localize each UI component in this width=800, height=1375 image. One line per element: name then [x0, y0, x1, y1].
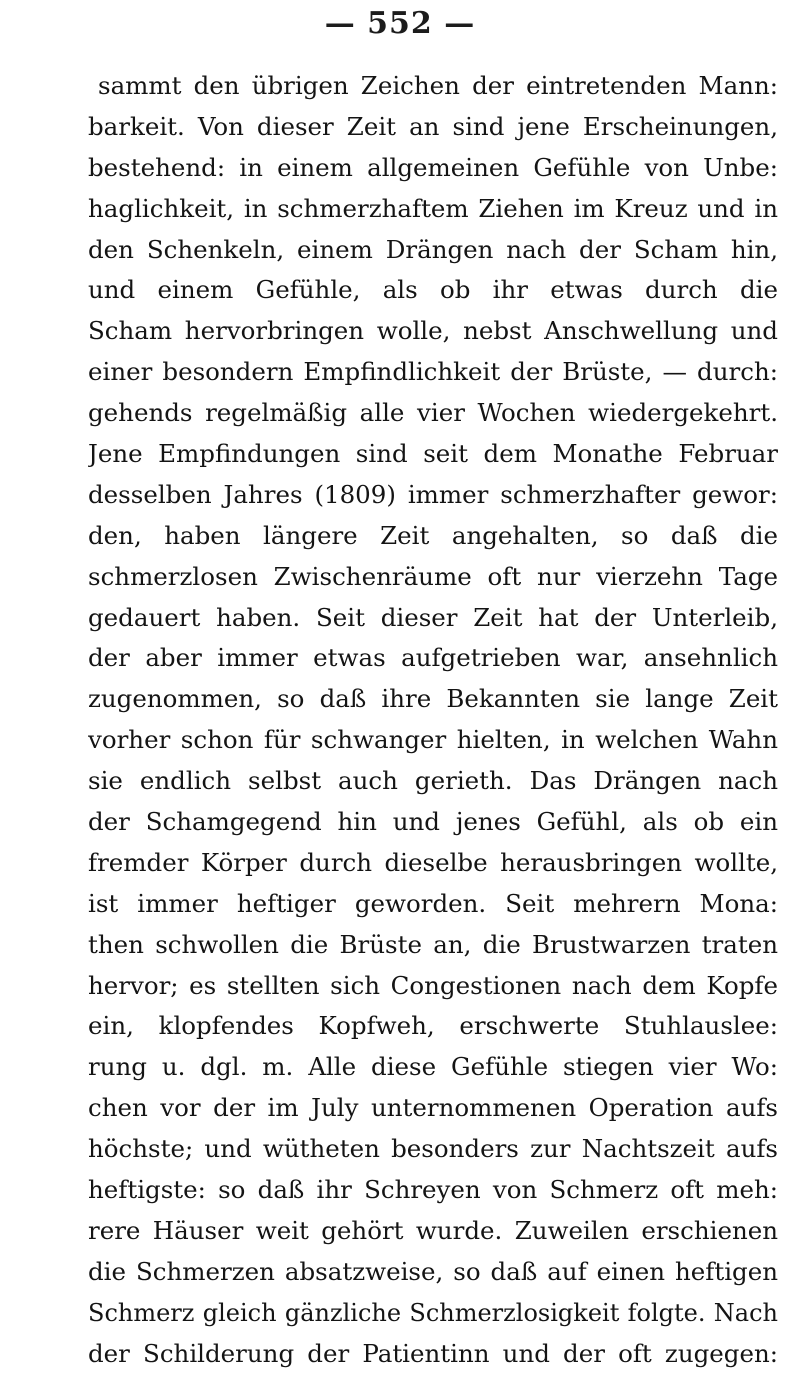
text-line: der Schamgegend hin und jenes Gefühl, als ob ein — [88, 807, 778, 837]
text-line: den, haben längere Zeit angehalten, so daß die — [88, 520, 778, 550]
text-line: bestehend: in einem allgemeinen Gefühle von Unbe: — [88, 152, 778, 182]
text-line: einer besondern Empfindlichkeit der Brüste, — durch: — [88, 357, 778, 387]
text-line: den Schenkeln, einem Drängen nach der Scham hin, — [88, 234, 778, 264]
text-line: der aber immer etwas aufgetrieben war, ansehnlich — [88, 643, 778, 673]
text-line: die Schmerzen absatzweise, so daß auf einen heftigen — [88, 1256, 778, 1286]
text-line: haglichkeit, in schmerzhaftem Ziehen im Kreuz und in — [88, 193, 778, 223]
text-line: hervor; es stellten sich Congestionen nach dem Kopfe — [88, 970, 778, 1000]
page-number: — 552 — — [324, 6, 476, 41]
text-line: fremder Körper durch dieselbe herausbringen wollte, — [88, 847, 778, 877]
text-line: barkeit. Von dieser Zeit an sind jene Erscheinungen, — [88, 111, 778, 141]
text-line: sie endlich selbst auch gerieth. Das Drängen nach — [88, 766, 778, 796]
text-line: Scham hervorbringen wolle, nebst Anschwellung und — [88, 316, 778, 346]
text-line: höchste; und wütheten besonders zur Nachtszeit aufs — [88, 1134, 778, 1164]
text-line: gedauert haben. Seit dieser Zeit hat der Unterleib, — [88, 602, 778, 632]
text-line: ein, klopfendes Kopfweh, erschwerte Stuhlauslee: — [88, 1011, 778, 1041]
text-line: und einem Gefühle, als ob ihr etwas durch die — [88, 275, 778, 305]
text-line: Jene Empfindungen sind seit dem Monathe Februar — [88, 439, 778, 469]
text-line: chen vor der im July unternommenen Operation aufs — [88, 1093, 778, 1123]
text-line: desselben Jahres (1809) immer schmerzhafter gewor: — [88, 479, 778, 509]
body-text — [88, 66, 778, 1375]
text-line: sammt den übrigen Zeichen der eintretenden Mann: — [98, 71, 778, 100]
text-line: gehends regelmäßig alle vier Wochen wiedergekehrt. — [88, 398, 778, 428]
text-line: heftigste: so daß ihr Schreyen von Schmerz oft meh: — [88, 1175, 778, 1205]
text-line: rung u. dgl. m. Alle diese Gefühle stiegen vier Wo: — [88, 1052, 778, 1082]
text-line: then schwollen die Brüste an, die Brustwarzen traten — [88, 929, 778, 959]
text-line: der Schilderung der Patientinn und der oft zugegen: — [88, 1338, 778, 1368]
text-line: schmerzlosen Zwischenräume oft nur vierzehn Tage — [88, 561, 778, 591]
text-line: zugenommen, so daß ihre Bekannten sie lange Zeit — [88, 684, 778, 714]
text-line: ist immer heftiger geworden. Seit mehrern Mona: — [88, 888, 778, 918]
text-line: rere Häuser weit gehört wurde. Zuweilen erschienen — [88, 1215, 778, 1245]
text-line: vorher schon für schwanger hielten, in welchen Wahn — [88, 725, 778, 755]
text-line: Schmerz gleich gänzliche Schmerzlosigkeit folgte. Nach — [88, 1298, 778, 1327]
